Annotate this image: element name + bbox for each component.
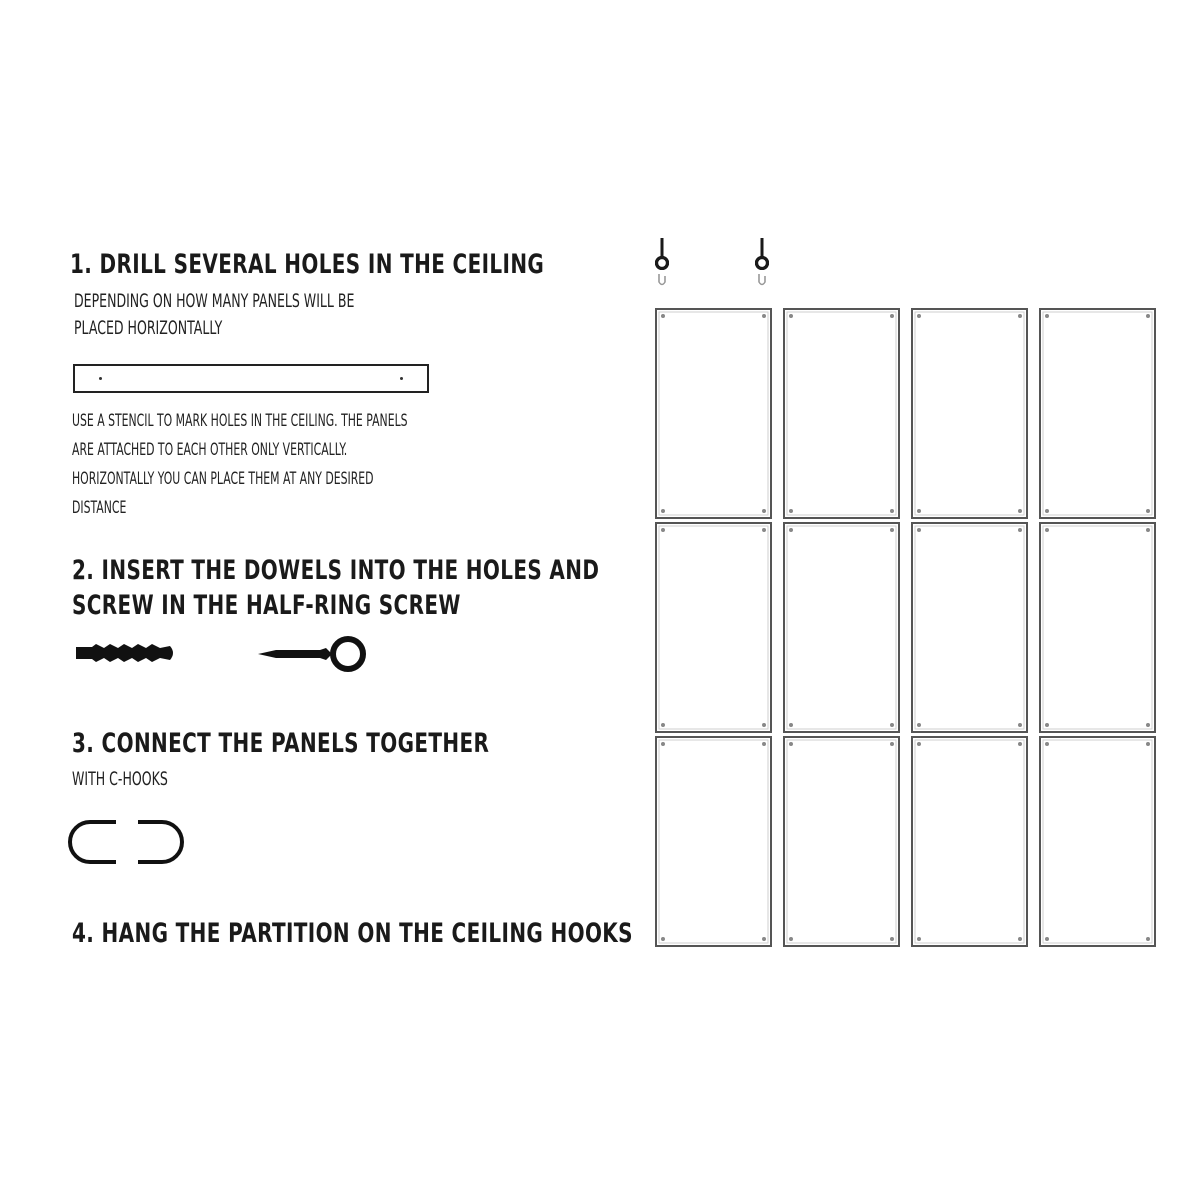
panel-hole: [890, 723, 894, 727]
panel-icon: [784, 737, 899, 946]
panel-hole: [917, 937, 921, 941]
step-2-heading-line: 2. INSERT THE DOWELS INTO THE HOLES AND: [72, 555, 600, 586]
panel-hole: [1146, 528, 1150, 532]
panel-hole: [890, 937, 894, 941]
panel-icon: [656, 523, 771, 732]
panel-hole: [917, 509, 921, 513]
ceiling-hook-icon: [657, 238, 668, 285]
panel-hole: [762, 742, 766, 746]
panel-icon: [1040, 523, 1155, 732]
step-1-subtitle-line: DEPENDING ON HOW MANY PANELS WILL BE: [74, 290, 355, 312]
panel-hole: [1146, 723, 1150, 727]
panel-hole: [661, 528, 665, 532]
panel-hole: [789, 314, 793, 318]
panel-hole: [1018, 528, 1022, 532]
panel-icon: [1040, 309, 1155, 518]
panel-hole: [1018, 723, 1022, 727]
panel-hole: [661, 742, 665, 746]
panel-hole: [762, 528, 766, 532]
panel-hole: [1045, 937, 1049, 941]
panel-hole: [1146, 509, 1150, 513]
panel-hole: [1146, 314, 1150, 318]
panel-hole: [661, 723, 665, 727]
step-1-note-line: ARE ATTACHED TO EACH OTHER ONLY VERTICALLY.: [72, 440, 348, 460]
panel-icon: [784, 309, 899, 518]
panel-hole: [762, 509, 766, 513]
panel-hole: [890, 509, 894, 513]
panel-grid: [656, 309, 1155, 946]
panel-hole: [789, 742, 793, 746]
panel-icon: [656, 737, 771, 946]
panel-hole: [1146, 937, 1150, 941]
panel-icon: [1040, 737, 1155, 946]
panel-hole: [890, 314, 894, 318]
panel-hole: [789, 937, 793, 941]
panel-hole: [789, 528, 793, 532]
panel-hole: [1146, 742, 1150, 746]
panel-hole: [789, 723, 793, 727]
panel-hole: [1045, 314, 1049, 318]
panel-hole: [789, 509, 793, 513]
panel-hole: [762, 937, 766, 941]
panel-icon: [784, 523, 899, 732]
panel-hole: [917, 742, 921, 746]
panel-hole: [917, 314, 921, 318]
step-1-heading: 1. DRILL SEVERAL HOLES IN THE CEILING: [70, 249, 545, 280]
panel-hole: [890, 742, 894, 746]
step-2-heading-line: SCREW IN THE HALF-RING SCREW: [72, 590, 461, 621]
ceiling-hooks: [657, 238, 768, 285]
panel-hole: [1018, 742, 1022, 746]
panel-hole: [917, 528, 921, 532]
step-1-note-line: DISTANCE: [72, 498, 127, 518]
panel-hole: [762, 314, 766, 318]
step-3-subtitle: WITH C-HOOKS: [72, 768, 168, 790]
panel-hole: [1018, 509, 1022, 513]
step-3-heading: 3. CONNECT THE PANELS TOGETHER: [72, 728, 490, 759]
panel-icon: [912, 523, 1027, 732]
panel-hole: [1045, 742, 1049, 746]
panel-hole: [1045, 723, 1049, 727]
panel-icon: [912, 309, 1027, 518]
panel-hole: [762, 723, 766, 727]
step-1-subtitle-line: PLACED HORIZONTALLY: [74, 317, 223, 339]
step-4-heading: 4. HANG THE PARTITION ON THE CEILING HOOKS: [72, 918, 633, 949]
panel-hole: [890, 528, 894, 532]
panel-hole: [1045, 528, 1049, 532]
panel-hole: [661, 314, 665, 318]
panel-hole: [1018, 937, 1022, 941]
panel-hole: [917, 723, 921, 727]
panel-icon: [656, 309, 771, 518]
panel-hole: [661, 937, 665, 941]
panel-hole: [661, 509, 665, 513]
panel-hole: [1045, 509, 1049, 513]
step-1-note-line: HORIZONTALLY YOU CAN PLACE THEM AT ANY DESIRED: [72, 469, 374, 489]
step-1-note-line: USE A STENCIL TO MARK HOLES IN THE CEILING. THE PANELS: [72, 411, 408, 431]
panel-icon: [912, 737, 1027, 946]
ceiling-hook-icon: [757, 238, 768, 285]
panel-hole: [1018, 314, 1022, 318]
